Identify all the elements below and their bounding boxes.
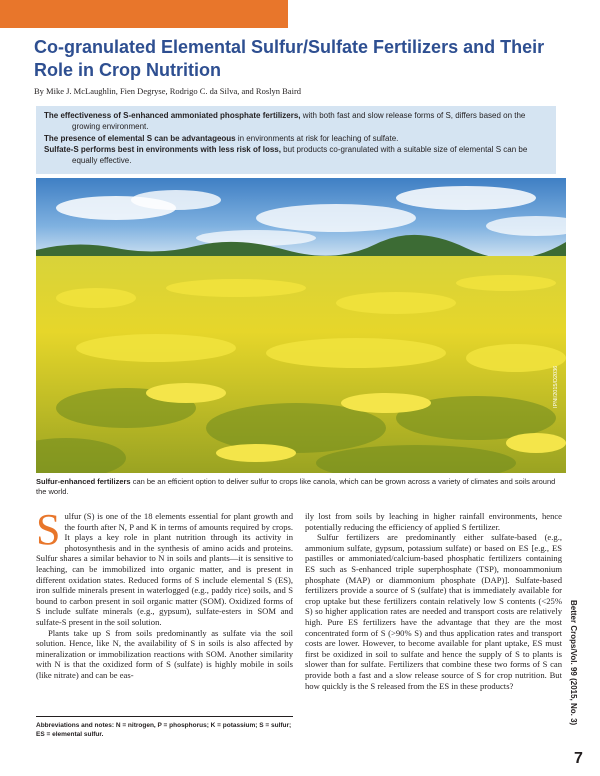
- drop-cap: S: [36, 505, 61, 554]
- article-title: Co-granulated Elemental Sulfur/Sulfate Fertilizers and Their Role in Crop Nutrition: [34, 37, 545, 80]
- summary-point-text: with both fast and slow release forms of S, differs based on the growing environment.: [72, 111, 526, 131]
- paragraph-text: ulfur (S) is one of the 18 elements essential for plant growth and the fourth after N, P and K in terms of amounts required by crops. It plays a key role in plant nutrition through its activity in photosynthesis and in the synthesis of amino acids and proteins. Sulfur shares a similar behavior to N in soils and plants—it is sensitive to leaching, can be immobilized into organic matter, and is present in different oxidation states. Reduced forms of S include elemental S (ES), iron sulfide minerals present in waterlogged (e.g., paddy rice) soils, and S bound to carbon present in soil organic matter (SOM). Oxidized forms of S include sulfate minerals (e.g., gypsum), sulfate-esters in SOM and sulfate-S present in the soil solution.: [36, 511, 293, 627]
- summary-box: [36, 106, 556, 174]
- body-paragraph: Plants take up S from soils predominantly as sulfate via the soil solution. Hence, like N, the availability of S in soils is also affected by mineralization or immobilization reactions with SOM. Another similarity with N is that the oxidized form of S (sulfate) is highly mobile in soils (like nitrate) and can be eas-: [36, 627, 293, 680]
- photo-credit: IPNI/2015/D2036: [553, 365, 559, 408]
- body-column-left: [36, 505, 293, 681]
- journal-citation: Better Crops/Vol. 99 (2015, No. 3): [569, 600, 578, 726]
- figure-caption: [36, 477, 561, 497]
- summary-point: [44, 134, 548, 145]
- summary-point: [44, 111, 548, 133]
- caption-lead: Sulfur-enhanced fertilizers: [36, 477, 131, 486]
- abbreviations-note: Abbreviations and notes: N = nitrogen, P = phosphorus; K = potassium; S = sulfur; ES = elemental sulfur.: [36, 716, 293, 739]
- body-paragraph: ily lost from soils by leaching in higher rainfall environments, hence potentially reducing the efficiency of applied S fertilizer.: [305, 511, 562, 532]
- summary-point-lead: The effectiveness of S-enhanced ammoniated phosphate fertilizers,: [44, 111, 301, 120]
- body-column-right: [305, 511, 562, 691]
- header-accent-bar: [0, 0, 288, 28]
- summary-point-lead: Sulfate-S performs best in environments with less risk of loss,: [44, 145, 281, 155]
- canola-field-photo: [36, 178, 566, 473]
- author-byline: By Mike J. McLaughlin, Fien Degryse, Rodrigo C. da Silva, and Roslyn Baird: [34, 86, 302, 96]
- page-number: 7: [574, 750, 583, 767]
- body-paragraph: Sulfur fertilizers are predominantly either sulfate-based (e.g., ammonium sulfate, gypsum, potassium sulfate) or based on ES [e.g., ES pastilles or ammoniated/calcium-based phosphatic fertilizers containing ES such as S-enhanced triple superphosphate (TSP), monoammonium phosphate (MAP) or diammonium phosphate (DAP)]. Sulfate-based fertilizers provide a source of S (sulfate) that is immediately available for crop uptake but these fertilizers contain relatively low S contents (<25% S) so higher application rates are needed and transport costs are relatively high. Pure ES fertilizers have the advantage that they are the most concentrated form of S (>90% S) and thus application rates and transport costs are lower. However, to become available for plant uptake, ES must first be oxidized in soil to sulfate and hence the supply of S to plants is slower than for sulfate. Fertilizers that combine these two forms of S can provide both a fast and a slow release source of S for crop nutrition. But how quickly is the S released from the ES in these products?: [305, 532, 562, 691]
- caption-text: can be an efficient option to deliver sulfur to crops like canola, which can be grown across a variety of climates and soils around the world.: [36, 477, 556, 496]
- summary-point: [44, 145, 548, 167]
- summary-point-text: in environments at risk for leaching of sulfate.: [235, 133, 399, 143]
- body-paragraph: [36, 505, 293, 628]
- summary-point-lead: The presence of elemental S can be advantageous: [44, 133, 236, 143]
- summary-point-text: but products co-granulated with a suitable size of elemental S can be equally effective.: [72, 145, 528, 166]
